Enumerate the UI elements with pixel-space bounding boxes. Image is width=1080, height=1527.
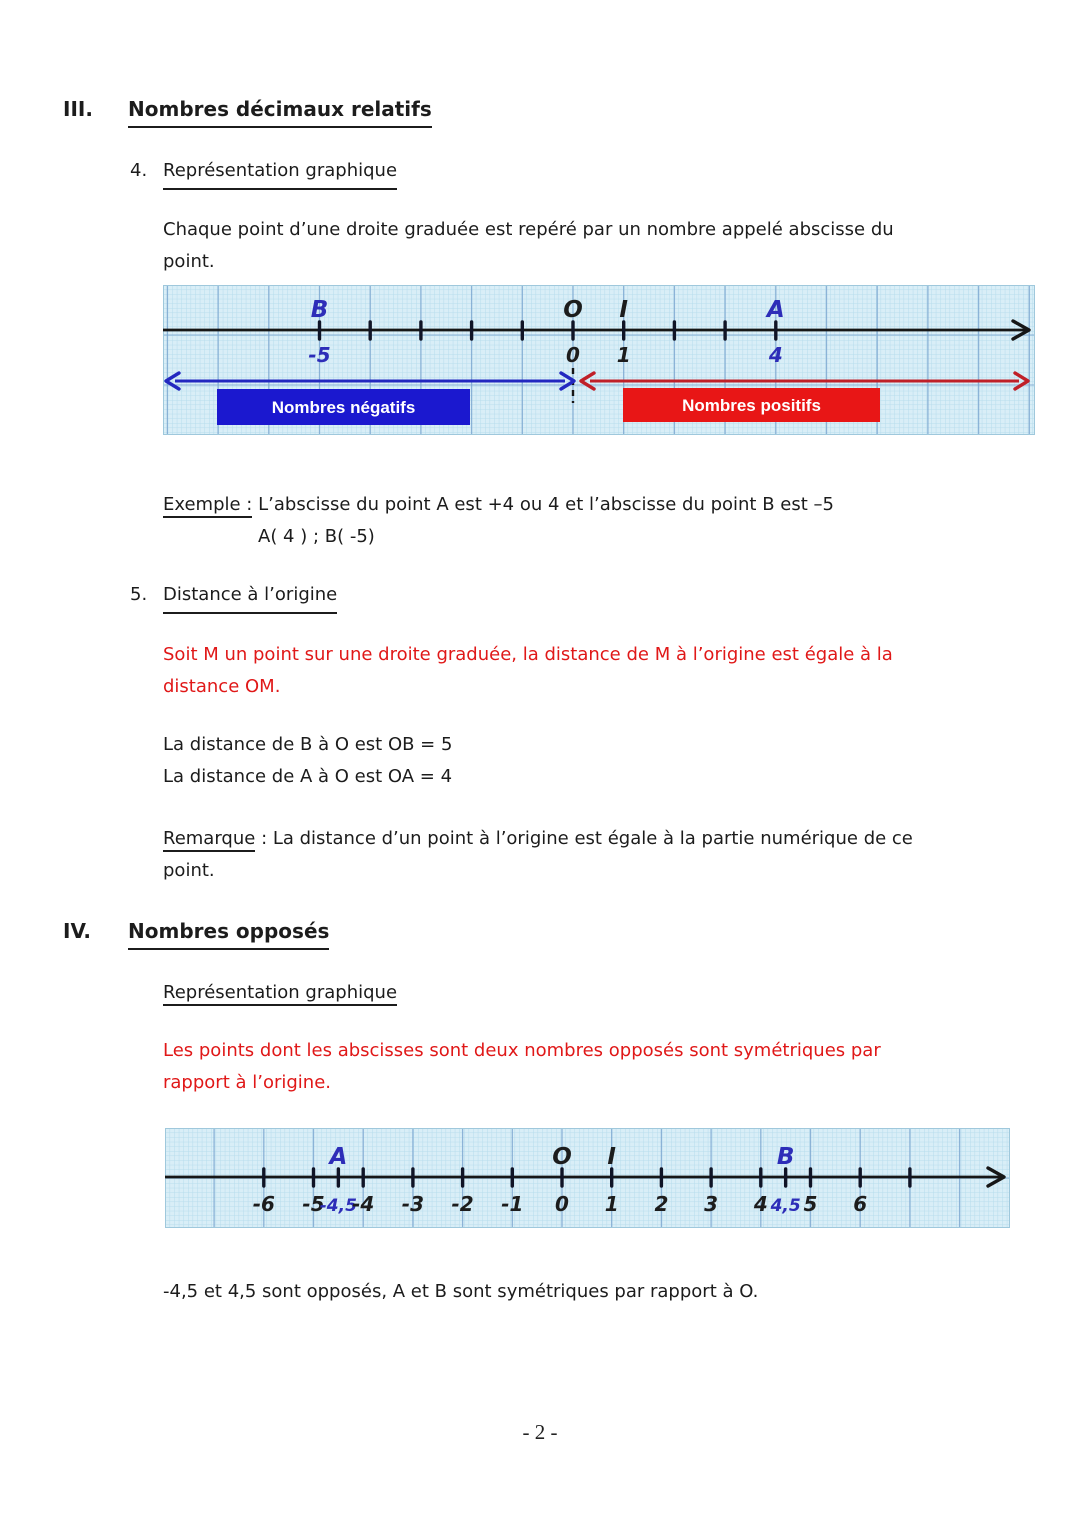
region-label: Nombres négatifs [271,398,416,417]
tick-label: 2 [654,1192,669,1216]
exemple-notation: A( 4 ) ; B( -5) [258,526,375,547]
intro-paragraph-line1: Chaque point d’une droite graduée est repéré par un nombre appelé abscisse du [163,219,894,240]
point-label: I [619,297,628,323]
representation-subtitle-text: Représentation graphique [163,982,397,1006]
remarque-paragraph [163,823,913,887]
definition-opposes [163,1035,881,1099]
tick-label: -4 [352,1192,375,1216]
subsection-5-title: Distance à l’origine [163,579,337,614]
point-label: A [329,1144,348,1170]
tick-label: -5 [308,343,331,367]
conclusion-line: -4,5 et 4,5 sont opposés, A et B sont symétriques par rapport à O. [163,1281,759,1302]
number-line-figure-2 [165,1128,1010,1228]
region-label: Nombres positifs [682,396,821,415]
tick-label: 0 [566,343,580,367]
exemple-label: Exemple : [163,494,252,518]
tick-label: -5 [302,1192,325,1216]
intro-paragraph [163,214,894,278]
tick-label: 6 [853,1192,868,1216]
section-iv-numeral: IV. [63,919,91,943]
tick-label: -6 [252,1192,275,1216]
intro-paragraph-line2: point. [163,251,215,272]
tick-label: 0 [555,1192,569,1216]
page-number: - 2 - [522,1420,558,1444]
tick-label: 5 [803,1192,818,1216]
point-label: A [766,297,785,323]
tick-label: -1 [501,1192,524,1216]
tick-label: 1 [616,343,631,367]
tick-label: -2 [451,1192,474,1216]
tick-label: -4,5 [319,1196,357,1216]
tick-label: 1 [604,1192,619,1216]
tick-label: 4 [753,1192,768,1216]
subsection-5-heading [130,579,337,614]
section-heading-iii [63,93,432,128]
definition-opposes-line1: Les points dont les abscisses sont deux nombres opposés sont symétriques par [163,1040,881,1061]
subsection-5-numeral: 5. [130,584,148,605]
tick-label: 4,5 [770,1196,801,1216]
point-label: B [776,1144,795,1170]
tick-label: -3 [401,1192,425,1216]
subsection-4-title: Représentation graphique [163,155,397,190]
exemple-text: L’abscisse du point A est +4 ou 4 et l’abscisse du point B est –5 [258,494,834,515]
section-iii-numeral: III. [63,97,93,121]
definition-distance-line1: Soit M un point sur une droite graduée, la distance de M à l’origine est égale à la [163,644,893,665]
number-line-figure-1 [163,285,1035,435]
remarque-label: Remarque [163,828,255,852]
point-label: B [310,297,329,323]
definition-opposes-line2: rapport à l’origine. [163,1072,331,1093]
remarque-line2: point. [163,860,215,881]
point-label: I [607,1144,616,1170]
definition-distance-line2: distance OM. [163,676,281,697]
tick-label: 3 [704,1192,719,1216]
remarque-line1 [163,823,913,855]
section-iii-title: Nombres décimaux relatifs [128,93,432,128]
subsection-4-numeral: 4. [130,160,148,181]
remarque-rest: : La distance d’un point à l’origine est égale à la partie numérique de ce [255,828,913,849]
section-heading-iv [63,915,329,950]
exemple-line [163,489,834,521]
distance-b-line: La distance de B à O est OB = 5 [163,734,453,755]
subsection-4-heading [130,155,397,190]
representation-subtitle [163,977,397,1009]
definition-distance [163,639,893,703]
distance-a-line: La distance de A à O est OA = 4 [163,766,453,787]
tick-label: 4 [768,343,783,367]
point-label: O [563,297,583,323]
section-iv-title: Nombres opposés [128,915,329,950]
point-label: O [552,1144,572,1170]
